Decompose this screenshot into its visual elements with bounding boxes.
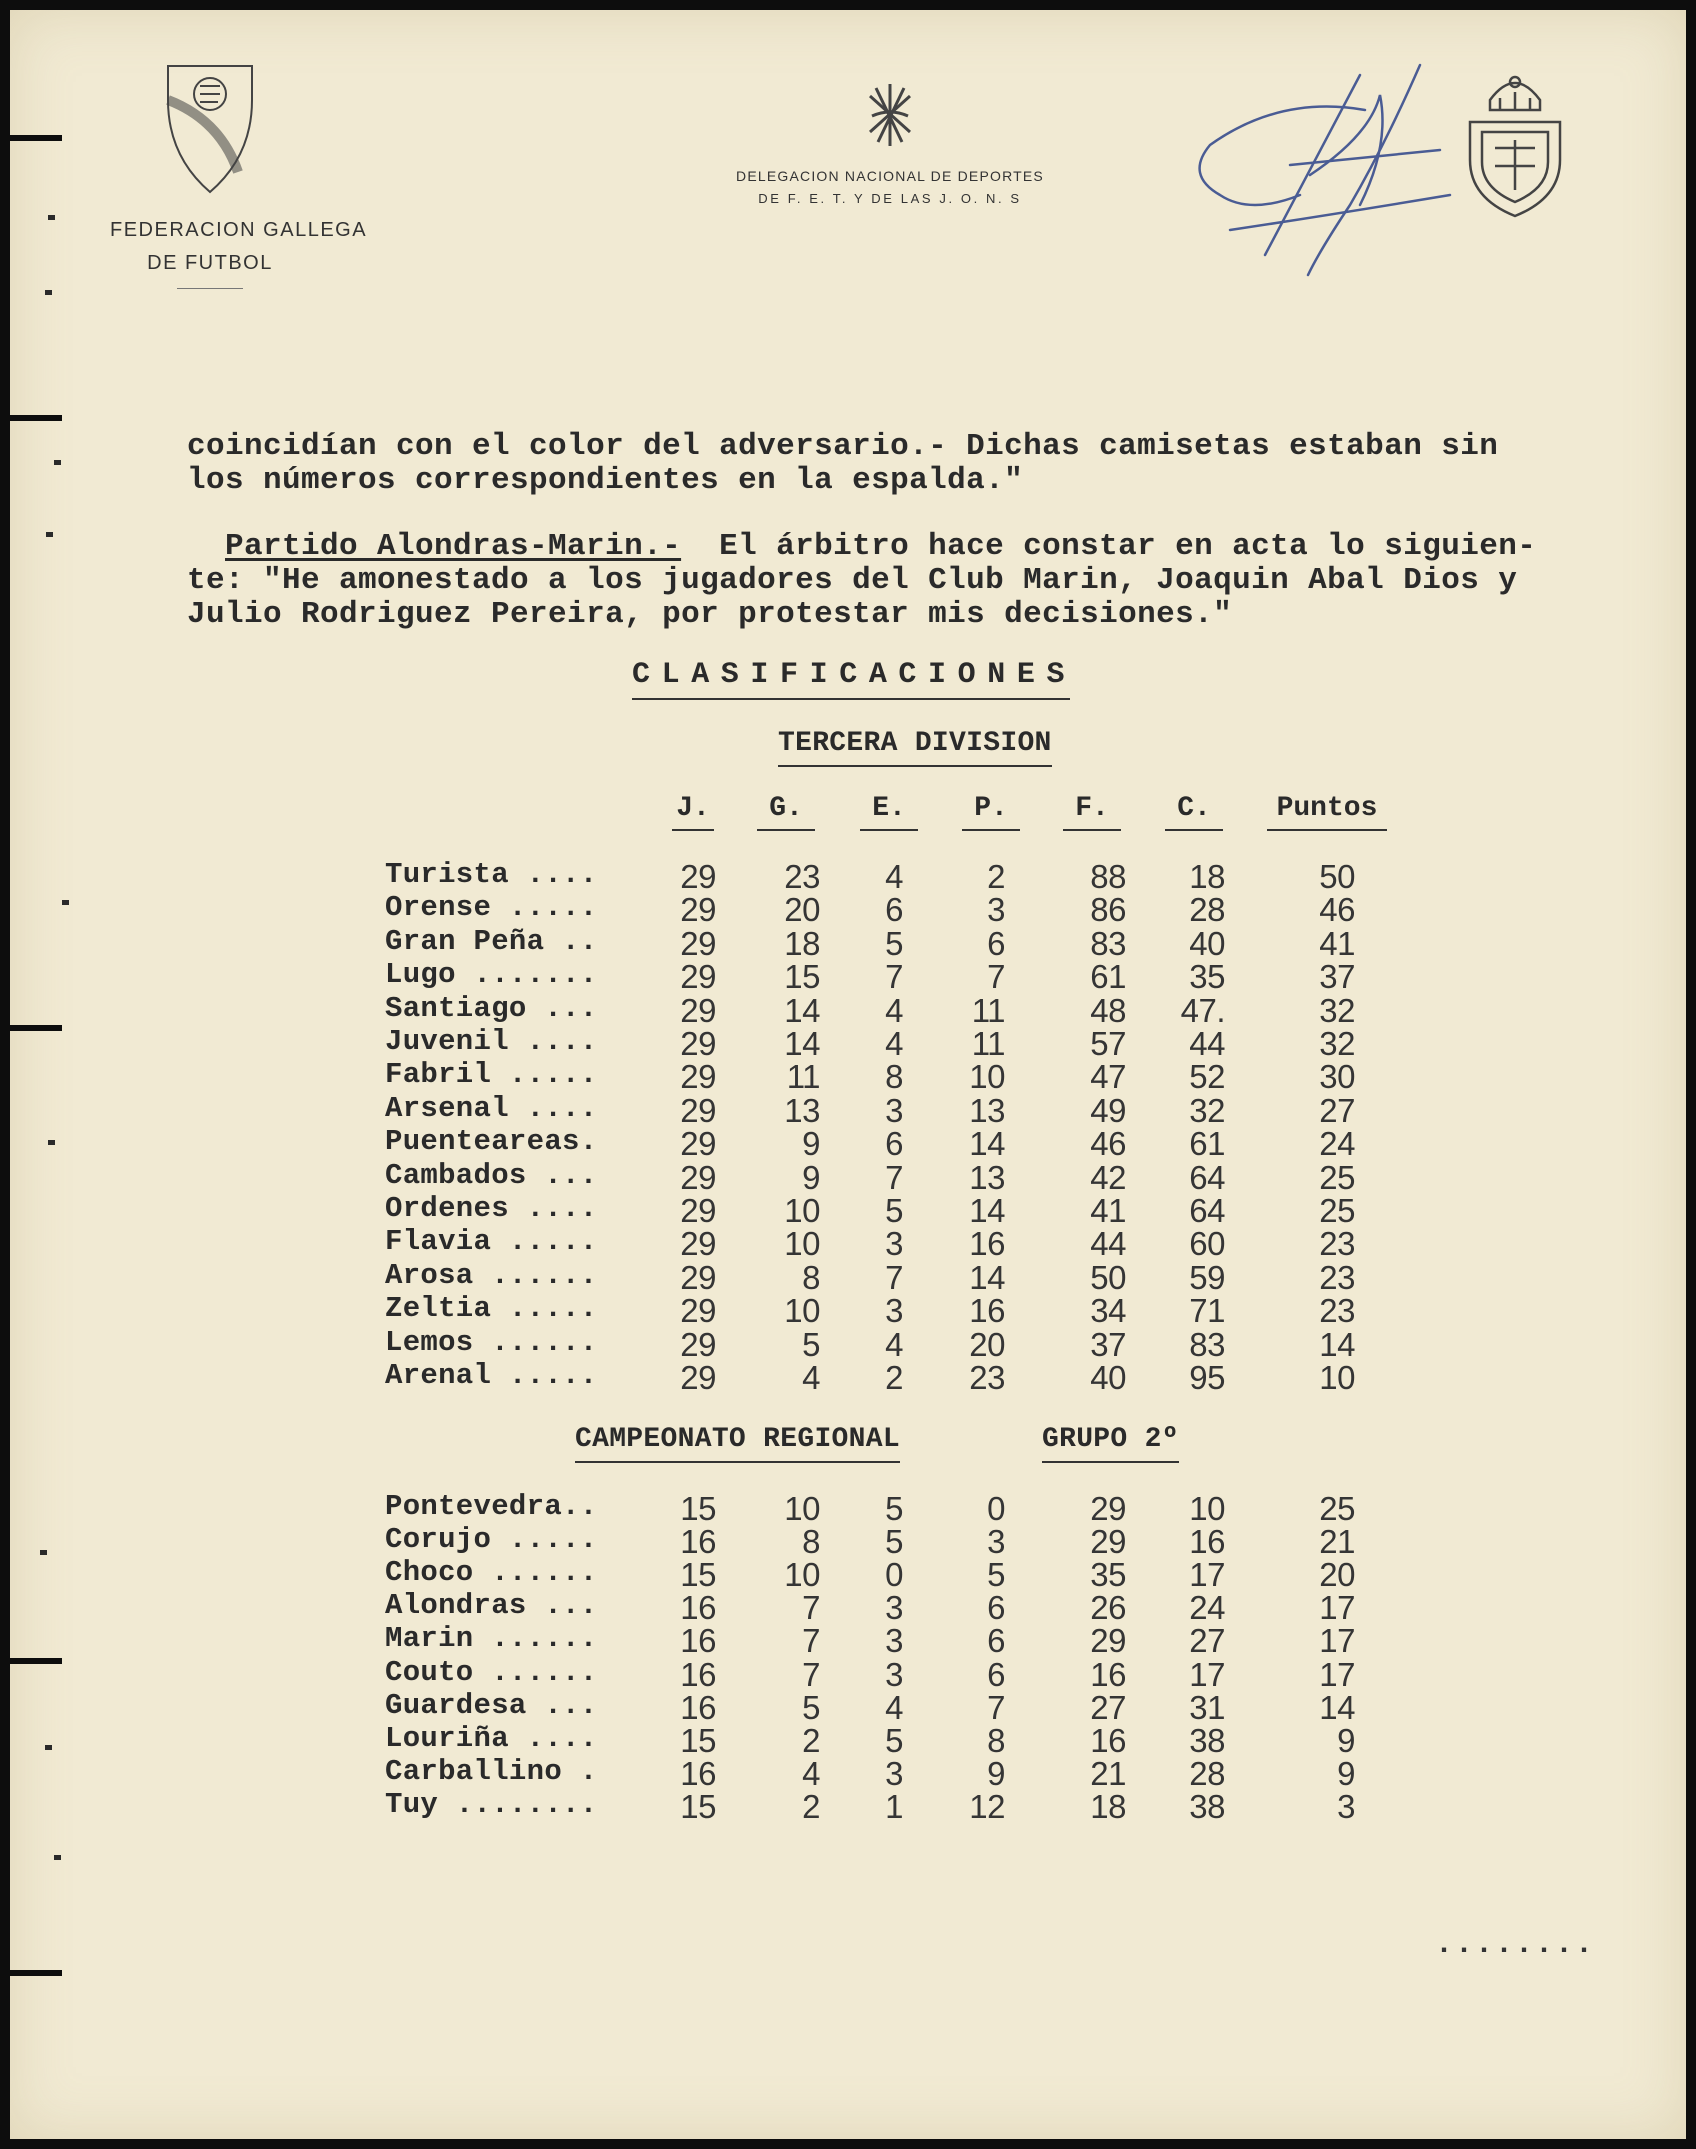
stat-cell: 14 xyxy=(784,1025,820,1062)
binder-hole xyxy=(10,1025,62,1031)
team-name: Flavia ..... xyxy=(385,1225,598,1259)
stat-cell: 37 xyxy=(1319,958,1355,996)
stat-cell: 59 xyxy=(1189,1258,1225,1296)
team-name: Santiago ... xyxy=(385,991,598,1025)
stat-cell: 61 xyxy=(1189,1125,1225,1163)
stat-cell: 16 xyxy=(969,1292,1005,1330)
stat-cell: 4 xyxy=(885,858,903,895)
col-header-c xyxy=(1165,793,1223,824)
team-name: Juvenil .... xyxy=(385,1025,598,1058)
stat-cell: 7 xyxy=(885,1158,903,1196)
stat-cell: 25 xyxy=(1319,1158,1355,1196)
stat-cell: 7 xyxy=(885,958,903,996)
team-name: Guardesa ... xyxy=(385,1688,598,1722)
stat-cell: 23 xyxy=(969,1359,1005,1396)
stat-cell: 3 xyxy=(885,1754,903,1792)
section-title xyxy=(632,658,1076,692)
body-text-line: coincidían con el color del adversario.- Dichas camisetas estaban sin xyxy=(187,429,1499,464)
stat-cell: 7 xyxy=(885,1258,903,1296)
stat-cell: 7 xyxy=(802,1589,820,1627)
federation-letterhead xyxy=(110,60,368,289)
stat-cell: 2 xyxy=(987,858,1005,895)
col-underline xyxy=(962,829,1020,831)
stat-cell: 3 xyxy=(987,891,1005,929)
col-header-p xyxy=(962,793,1020,824)
letterhead-rule xyxy=(177,288,243,289)
stat-cell: 23 xyxy=(1319,1292,1355,1330)
stat-cell: 29 xyxy=(1090,1622,1126,1660)
col-header-label: J. xyxy=(676,793,710,824)
stat-cell: 41 xyxy=(1319,924,1355,962)
delegation-line2: DE F. E. T. Y DE LAS J. O. N. S xyxy=(758,191,1022,206)
stat-cell: 50 xyxy=(1319,858,1355,895)
col-underline xyxy=(1063,829,1121,831)
body-text-line xyxy=(225,530,1536,564)
stat-cell: 3 xyxy=(885,1655,903,1693)
yoke-and-arrows-emblem xyxy=(860,80,920,150)
stat-cell: 31 xyxy=(1189,1688,1225,1726)
stat-cell: 64 xyxy=(1189,1158,1225,1196)
stat-cell: 7 xyxy=(802,1655,820,1693)
stat-cell: 15 xyxy=(680,1490,716,1527)
stat-cell: 20 xyxy=(969,1325,1005,1363)
stat-cell: 5 xyxy=(885,1192,903,1229)
paper-mark xyxy=(40,1550,47,1555)
stat-cell: 16 xyxy=(969,1225,1005,1263)
team-name: Choco ...... xyxy=(385,1556,598,1590)
team-name: Turista .... xyxy=(385,858,598,891)
stat-cell: 83 xyxy=(1189,1325,1225,1363)
stat-cell: 27 xyxy=(1090,1688,1126,1726)
stat-cell: 7 xyxy=(802,1622,820,1660)
stat-cell: 5 xyxy=(885,1523,903,1561)
stat-cell: 86 xyxy=(1090,891,1126,929)
stat-cell: 8 xyxy=(802,1523,820,1561)
handwritten-signature xyxy=(1190,55,1460,295)
federation-shield-emblem xyxy=(160,60,260,196)
stat-cell: 10 xyxy=(1319,1359,1355,1396)
col-underline xyxy=(757,829,815,831)
stat-cell: 18 xyxy=(784,924,820,962)
team-name: Arsenal .... xyxy=(385,1091,598,1125)
stat-cell: 4 xyxy=(885,1025,903,1062)
stat-cell: 16 xyxy=(680,1523,716,1561)
stat-cell: 9 xyxy=(987,1754,1005,1792)
col-underline xyxy=(1267,829,1387,831)
stat-cell: 50 xyxy=(1090,1258,1126,1296)
team-name: Alondras ... xyxy=(385,1589,598,1623)
team-name: Arenal ..... xyxy=(385,1359,598,1392)
regional-title xyxy=(575,1424,900,1455)
stat-cell: 18 xyxy=(1189,858,1225,895)
stat-cell: 27 xyxy=(1319,1091,1355,1129)
stat-cell: 25 xyxy=(1319,1192,1355,1229)
stat-cell: 6 xyxy=(885,891,903,929)
col-underline xyxy=(860,829,918,831)
team-name: Louriña .... xyxy=(385,1721,598,1755)
paper-mark xyxy=(46,532,53,537)
body-text-segment: El árbitro hace constar en acta lo siguien- xyxy=(681,529,1537,564)
stat-cell: 29 xyxy=(680,1325,716,1363)
stat-cell: 9 xyxy=(1337,1721,1355,1759)
stat-cell: 10 xyxy=(784,1192,820,1229)
subtitle-underline xyxy=(1042,1461,1179,1463)
paper-mark xyxy=(45,1745,52,1750)
stat-cell: 14 xyxy=(784,991,820,1029)
stat-cell: 7 xyxy=(987,958,1005,996)
body-text-line: los números correspondientes en la espalda." xyxy=(187,463,1024,498)
stat-cell: 61 xyxy=(1090,958,1126,996)
stat-cell: 16 xyxy=(680,1622,716,1660)
stat-cell: 29 xyxy=(680,858,716,895)
stat-cell: 6 xyxy=(987,1589,1005,1627)
stat-cell: 29 xyxy=(680,1192,716,1229)
stat-cell: 9 xyxy=(1337,1754,1355,1792)
stat-cell: 29 xyxy=(1090,1490,1126,1527)
stat-cell: 13 xyxy=(969,1158,1005,1196)
col-header-label: G. xyxy=(769,793,803,824)
stat-cell: 10 xyxy=(784,1225,820,1263)
stat-cell: 17 xyxy=(1189,1655,1225,1693)
stat-cell: 6 xyxy=(987,1655,1005,1693)
stat-cell: 14 xyxy=(969,1258,1005,1296)
binder-hole xyxy=(10,1658,62,1664)
stat-cell: 32 xyxy=(1319,991,1355,1029)
stat-cell: 8 xyxy=(885,1058,903,1096)
stat-cell: 88 xyxy=(1090,858,1126,895)
stat-cell: 48 xyxy=(1090,991,1126,1029)
team-name: Orense ..... xyxy=(385,891,598,925)
stat-cell: 38 xyxy=(1189,1721,1225,1759)
stat-cell: 0 xyxy=(987,1490,1005,1527)
col-header-e xyxy=(860,793,918,824)
stat-cell: 26 xyxy=(1090,1589,1126,1627)
stat-cell: 30 xyxy=(1319,1058,1355,1096)
stat-cell: 23 xyxy=(1319,1258,1355,1296)
stat-cell: 16 xyxy=(1090,1655,1126,1693)
stat-cell: 3 xyxy=(885,1225,903,1263)
title-underline xyxy=(632,698,1070,700)
stat-cell: 46 xyxy=(1319,891,1355,929)
stat-cell: 29 xyxy=(680,891,716,929)
stat-cell: 6 xyxy=(885,1125,903,1163)
paper-mark xyxy=(54,1855,61,1860)
stat-cell: 3 xyxy=(885,1622,903,1660)
stat-cell: 49 xyxy=(1090,1091,1126,1129)
stat-cell: 23 xyxy=(784,858,820,895)
team-name: Lemos ...... xyxy=(385,1325,598,1359)
match-heading: Partido Alondras-Marin.- xyxy=(225,529,682,564)
binder-hole xyxy=(10,1970,62,1976)
stat-cell: 20 xyxy=(784,891,820,929)
stat-cell: 23 xyxy=(1319,1225,1355,1263)
stat-cell: 95 xyxy=(1189,1359,1225,1396)
col-header-j xyxy=(672,793,714,824)
subtitle-underline xyxy=(778,765,1052,767)
stat-cell: 14 xyxy=(969,1125,1005,1163)
delegation-line1: DELEGACION NACIONAL DE DEPORTES xyxy=(736,168,1044,184)
stat-cell: 5 xyxy=(885,924,903,962)
stat-cell: 29 xyxy=(680,1359,716,1396)
stat-cell: 16 xyxy=(1090,1721,1126,1759)
stat-cell: 40 xyxy=(1189,924,1225,962)
stat-cell: 3 xyxy=(885,1091,903,1129)
stat-cell: 52 xyxy=(1189,1058,1225,1096)
stat-cell: 6 xyxy=(987,924,1005,962)
crowned-crest-emblem xyxy=(1460,70,1570,220)
paper-mark xyxy=(48,1140,55,1145)
stat-cell: 29 xyxy=(680,1025,716,1062)
stat-cell: 34 xyxy=(1090,1292,1126,1330)
stat-cell: 35 xyxy=(1090,1556,1126,1594)
stat-cell: 29 xyxy=(680,1292,716,1330)
stat-cell: 29 xyxy=(680,1058,716,1096)
stat-cell: 47. xyxy=(1180,991,1225,1029)
col-header-label: Puntos xyxy=(1276,793,1378,824)
stat-cell: 60 xyxy=(1189,1225,1225,1263)
stat-cell: 83 xyxy=(1090,924,1126,962)
federation-name-line1: FEDERACION GALLEGA xyxy=(110,219,368,241)
stat-cell: 29 xyxy=(680,924,716,962)
stat-cell: 10 xyxy=(969,1058,1005,1096)
stat-cell: 42 xyxy=(1090,1158,1126,1196)
stat-cell: 9 xyxy=(802,1125,820,1163)
tercera-division-title xyxy=(778,728,1052,759)
body-text-line: te: "He amonestado a los jugadores del Club Marin, Joaquin Abal Dios y xyxy=(187,563,1518,598)
stat-cell: 4 xyxy=(802,1359,820,1396)
paper-mark xyxy=(48,215,55,220)
stat-cell: 8 xyxy=(802,1258,820,1296)
stat-cell: 16 xyxy=(1189,1523,1225,1561)
stat-cell: 5 xyxy=(885,1490,903,1527)
stat-cell: 17 xyxy=(1189,1556,1225,1594)
delegation-letterhead xyxy=(690,80,1090,210)
stat-cell: 5 xyxy=(802,1325,820,1363)
stat-cell: 21 xyxy=(1319,1523,1355,1561)
team-name: Cambados ... xyxy=(385,1158,598,1192)
stat-cell: 13 xyxy=(969,1091,1005,1129)
stat-cell: 8 xyxy=(987,1721,1005,1759)
paper-mark xyxy=(62,900,69,905)
stat-cell: 18 xyxy=(1090,1787,1126,1825)
stat-cell: 41 xyxy=(1090,1192,1126,1229)
stat-cell: 15 xyxy=(680,1787,716,1825)
stat-cell: 29 xyxy=(680,1091,716,1129)
stat-cell: 10 xyxy=(784,1556,820,1594)
section-title-text: CLASIFICACIONES xyxy=(632,658,1077,692)
stat-cell: 2 xyxy=(885,1359,903,1396)
stat-cell: 12 xyxy=(969,1787,1005,1825)
stat-cell: 3 xyxy=(987,1523,1005,1561)
stat-cell: 14 xyxy=(1319,1688,1355,1726)
stat-cell: 14 xyxy=(1319,1325,1355,1363)
stat-cell: 15 xyxy=(784,958,820,996)
continuation-mark: ........ xyxy=(1435,1928,1596,1962)
col-header-label: E. xyxy=(872,793,906,824)
stat-cell: 1 xyxy=(885,1787,903,1825)
federation-name-line2: DE FUTBOL xyxy=(147,252,273,274)
team-name: Ordenes .... xyxy=(385,1192,598,1225)
team-name: Gran Peña .. xyxy=(385,924,598,958)
team-name: Arosa ...... xyxy=(385,1258,598,1292)
stat-cell: 15 xyxy=(680,1556,716,1594)
stat-cell: 20 xyxy=(1319,1556,1355,1594)
stat-cell: 3 xyxy=(885,1589,903,1627)
team-name: Marin ...... xyxy=(385,1622,598,1656)
team-name: Tuy ........ xyxy=(385,1787,598,1821)
stat-cell: 47 xyxy=(1090,1058,1126,1096)
stat-cell: 10 xyxy=(784,1292,820,1330)
stat-cell: 24 xyxy=(1319,1125,1355,1163)
stat-cell: 37 xyxy=(1090,1325,1126,1363)
team-name: Couto ...... xyxy=(385,1655,598,1689)
regional-group-text: GRUPO 2º xyxy=(1042,1424,1179,1455)
stat-cell: 29 xyxy=(680,991,716,1029)
stat-cell: 21 xyxy=(1090,1754,1126,1792)
stat-cell: 11 xyxy=(971,1025,1005,1062)
regional-group xyxy=(1042,1424,1179,1455)
stat-cell: 11 xyxy=(971,991,1005,1029)
stat-cell: 5 xyxy=(987,1556,1005,1594)
stat-cell: 5 xyxy=(885,1721,903,1759)
col-header-f xyxy=(1063,793,1121,824)
stat-cell: 38 xyxy=(1189,1787,1225,1825)
binder-hole xyxy=(10,135,62,141)
binder-hole xyxy=(10,415,62,421)
stat-cell: 71 xyxy=(1189,1292,1225,1330)
stat-cell: 29 xyxy=(1090,1523,1126,1561)
stat-cell: 40 xyxy=(1090,1359,1126,1396)
stat-cell: 9 xyxy=(802,1158,820,1196)
stat-cell: 4 xyxy=(885,1688,903,1726)
stat-cell: 29 xyxy=(680,1258,716,1296)
stat-cell: 11 xyxy=(786,1058,820,1096)
stat-cell: 17 xyxy=(1319,1655,1355,1693)
stat-cell: 7 xyxy=(987,1688,1005,1726)
stat-cell: 64 xyxy=(1189,1192,1225,1229)
col-header-puntos xyxy=(1267,793,1387,824)
team-name: Lugo ....... xyxy=(385,958,598,992)
team-name: Corujo ..... xyxy=(385,1523,598,1557)
paper-mark xyxy=(54,460,61,465)
stat-cell: 6 xyxy=(987,1622,1005,1660)
team-name: Pontevedra.. xyxy=(385,1490,598,1523)
paper-mark xyxy=(45,290,52,295)
stat-cell: 10 xyxy=(1189,1490,1225,1527)
stat-cell: 3 xyxy=(885,1292,903,1330)
stat-cell: 29 xyxy=(680,958,716,996)
stat-cell: 29 xyxy=(680,1158,716,1196)
stat-cell: 4 xyxy=(802,1754,820,1792)
stat-cell: 27 xyxy=(1189,1622,1225,1660)
stat-cell: 46 xyxy=(1090,1125,1126,1163)
stat-cell: 25 xyxy=(1319,1490,1355,1527)
tercera-division-title-text: TERCERA DIVISION xyxy=(778,728,1052,759)
team-name: Puenteareas. xyxy=(385,1125,598,1159)
regional-title-text: CAMPEONATO REGIONAL xyxy=(575,1424,900,1455)
stat-cell: 32 xyxy=(1189,1091,1225,1129)
stat-cell: 57 xyxy=(1090,1025,1126,1062)
body-text-line: Julio Rodriguez Pereira, por protestar mis decisiones." xyxy=(187,597,1233,632)
subtitle-underline xyxy=(575,1461,900,1463)
stat-cell: 44 xyxy=(1090,1225,1126,1263)
col-header-label: C. xyxy=(1177,793,1211,824)
stat-cell: 44 xyxy=(1189,1025,1225,1062)
stat-cell: 17 xyxy=(1319,1622,1355,1660)
stat-cell: 0 xyxy=(885,1556,903,1594)
stat-cell: 16 xyxy=(680,1754,716,1792)
stat-cell: 29 xyxy=(680,1225,716,1263)
stat-cell: 35 xyxy=(1189,958,1225,996)
col-header-g xyxy=(757,793,815,824)
stat-cell: 16 xyxy=(680,1688,716,1726)
stat-cell: 28 xyxy=(1189,891,1225,929)
stat-cell: 2 xyxy=(802,1787,820,1825)
col-underline xyxy=(1165,829,1223,831)
stat-cell: 16 xyxy=(680,1655,716,1693)
stat-cell: 28 xyxy=(1189,1754,1225,1792)
stat-cell: 5 xyxy=(802,1688,820,1726)
stat-cell: 24 xyxy=(1189,1589,1225,1627)
stat-cell: 2 xyxy=(802,1721,820,1759)
stat-cell: 4 xyxy=(885,991,903,1029)
stat-cell: 32 xyxy=(1319,1025,1355,1062)
stat-cell: 29 xyxy=(680,1125,716,1163)
stat-cell: 16 xyxy=(680,1589,716,1627)
stat-cell: 10 xyxy=(784,1490,820,1527)
col-underline xyxy=(672,829,714,831)
stat-cell: 14 xyxy=(969,1192,1005,1229)
stat-cell: 13 xyxy=(784,1091,820,1129)
stat-cell: 4 xyxy=(885,1325,903,1363)
team-name: Zeltia ..... xyxy=(385,1292,598,1326)
stat-cell: 17 xyxy=(1319,1589,1355,1627)
team-name: Carballino . xyxy=(385,1754,598,1788)
col-header-label: F. xyxy=(1075,793,1109,824)
col-header-label: P. xyxy=(974,793,1008,824)
stat-cell: 3 xyxy=(1337,1787,1355,1825)
stat-cell: 15 xyxy=(680,1721,716,1759)
team-name: Fabril ..... xyxy=(385,1058,598,1092)
